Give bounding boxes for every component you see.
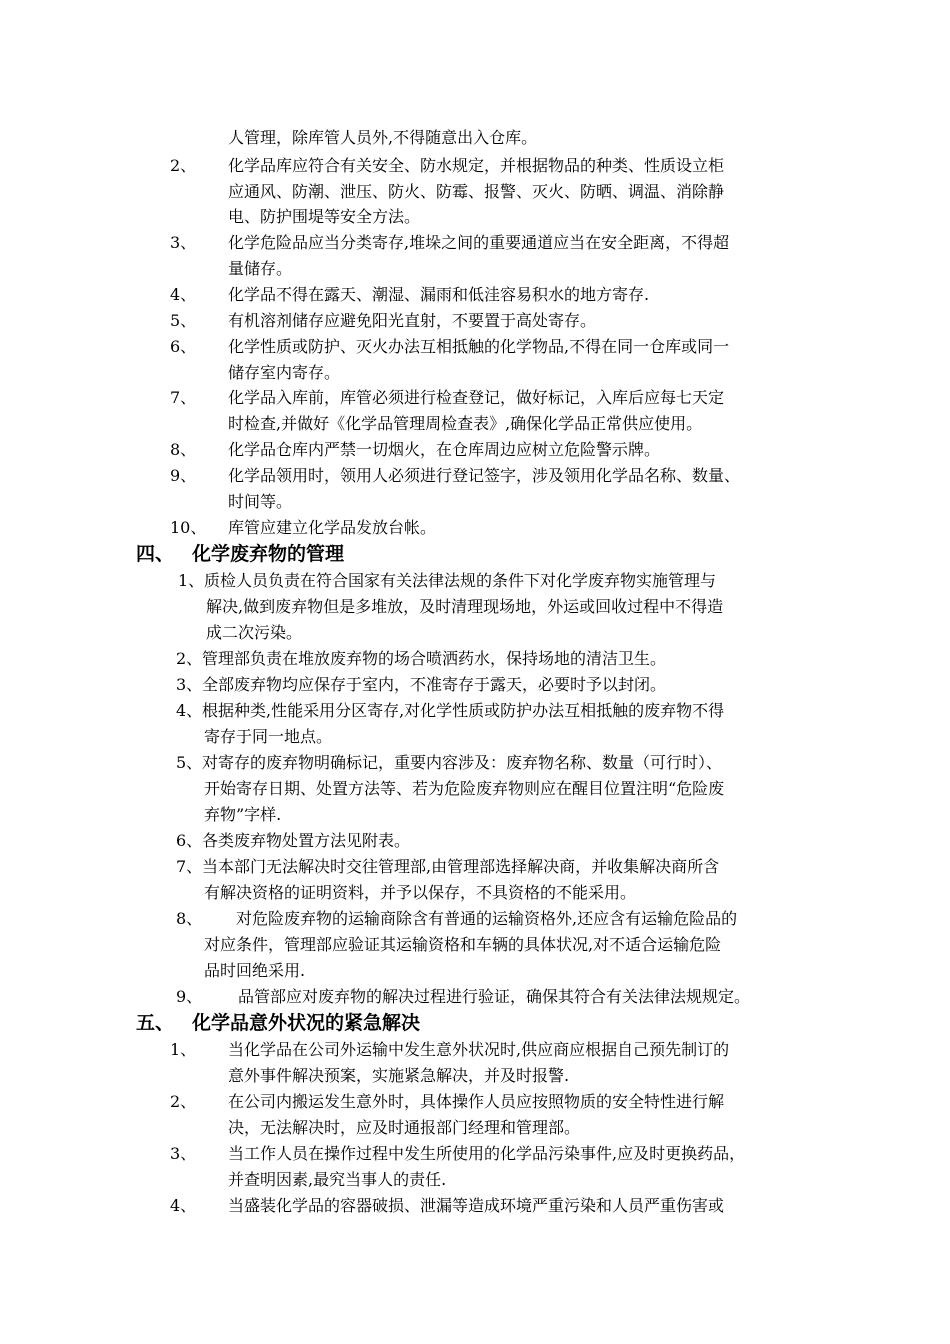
list-item-number: 4、 — [176, 701, 203, 720]
list-item-line: 对应条件，管理部应验证其运输资格和车辆的具体状况,对不适合运输危险 — [204, 935, 722, 954]
list-item-line: 库管应建立化学品发放台帐。 — [228, 518, 437, 537]
list-item-line: 应通风、防潮、泄压、防火、防霉、报警、灭火、防晒、调温、消除静 — [228, 182, 725, 201]
list-item-line: 决，无法解决时，应及时通报部门经理和管理部。 — [228, 1118, 581, 1137]
list-item-number: 3、 — [170, 1144, 197, 1163]
list-item-number: 6、 — [176, 831, 203, 850]
section-heading-title: 化学废弃物的管理 — [192, 543, 345, 565]
list-item-line: 量储存。 — [228, 259, 293, 278]
list-item-number: 8、 — [176, 909, 203, 928]
list-item-line: 当本部门无法解决时交往管理部,由管理部选择解决商，并收集解决商所含 — [202, 857, 720, 876]
list-item-line: 意外事件解决预案，实施紧急解决，并及时报警. — [228, 1066, 570, 1085]
list-item-number: 5、 — [170, 311, 197, 330]
section-heading-number: 五、 — [136, 1012, 175, 1034]
list-item-line: 当化学品在公司外运输中发生意外状况时,供应商应根据自己预先制订的 — [228, 1040, 730, 1059]
list-item-line: 时间等。 — [228, 492, 293, 511]
list-item-number: 4、 — [170, 1196, 197, 1215]
list-item-line: 成二次污染。 — [206, 623, 303, 642]
list-item-number: 3、 — [176, 675, 203, 694]
list-item-line: 化学品库应符合有关安全、防水规定，并根据物品的种类、性质设立柜 — [228, 156, 725, 175]
list-item-line: 开始寄存日期、处置方法等、若为危险废弃物则应在醒目位置注明“危险废 — [204, 779, 725, 798]
list-item-line: 对危险废弃物的运输商除含有普通的运输资格外,还应含有运输危险品的 — [236, 909, 738, 928]
list-item-line: 弃物”字样. — [204, 805, 282, 824]
list-item-line: 对寄存的废弃物明确标记，重要内容涉及：废弃物名称、数量（可行时）、 — [202, 753, 723, 772]
list-item-number: 10、 — [170, 518, 207, 537]
list-item-line: 当工作人员在操作过程中发生所使用的化学品污染事件,应及时更换药品， — [228, 1144, 746, 1163]
list-item-number: 2、 — [176, 649, 203, 668]
list-item-number: 9、 — [176, 987, 203, 1006]
list-item-number: 9、 — [170, 466, 197, 485]
list-item-line: 化学品仓库内严禁一切烟火，在仓库周边应树立危险警示牌。 — [228, 440, 661, 459]
list-item-line: 解决,做到废弃物但是多堆放，及时清理现场地，外运或回收过程中不得造 — [206, 597, 724, 616]
list-item-line: 品管部应对废弃物的解决过程进行验证，确保其符合有关法律法规规定。 — [238, 987, 751, 1006]
list-item-number: 8、 — [170, 440, 197, 459]
list-item-number: 2、 — [170, 156, 197, 175]
list-item-line: 寄存于同一地点。 — [204, 727, 333, 746]
list-item-number: 5、 — [176, 753, 203, 772]
list-item-line: 品时回绝采用. — [204, 961, 306, 980]
list-item-line: 有解决资格的证明资料，并予以保存，不具资格的不能采用。 — [204, 883, 637, 902]
list-item-number: 3、 — [170, 233, 197, 252]
list-item-line: 在公司内搬运发生意外时，具体操作人员应按照物质的安全特性进行解 — [228, 1092, 725, 1111]
list-item-line: 储存室内寄存。 — [228, 363, 341, 382]
list-item-line: 化学性质或防护、灭火办法互相抵触的化学物品,不得在同一仓库或同一 — [228, 337, 730, 356]
list-item-number: 7、 — [170, 388, 197, 407]
list-item-line: 时检查,并做好《化学品管理周检查表》,确保化学品正常供应使用。 — [228, 414, 703, 433]
list-item-number: 6、 — [170, 337, 197, 356]
list-item-line: 并查明因素,最究当事人的责任. — [228, 1170, 447, 1189]
list-item-number: 2、 — [170, 1092, 197, 1111]
list-item-line: 根据种类,性能采用分区寄存,对化学性质或防护办法互相抵触的废弃物不得 — [202, 701, 725, 720]
list-item-line: 化学品领用时，领用人必须进行登记签字，涉及领用化学品名称、数量、 — [228, 466, 741, 485]
list-item-line: 质检人员负责在符合国家有关法律法规的条件下对化学废弃物实施管理与 — [204, 571, 717, 590]
section-heading-number: 四、 — [136, 543, 175, 565]
list-item-line: 全部废弃物均应保存于室内，不准寄存于露天，必要时予以封闭。 — [202, 675, 667, 694]
section-heading-title: 化学品意外状况的紧急解决 — [192, 1012, 421, 1034]
list-item-line: 各类废弃物处置方法见附表。 — [202, 831, 411, 850]
list-item-line: 电、防护围堤等安全方法。 — [228, 207, 421, 226]
list-item-number: 1、 — [170, 1040, 197, 1059]
list-item-number: 7、 — [176, 857, 203, 876]
list-item-line: 人管理，除库管人员外,不得随意出入仓库。 — [228, 128, 538, 147]
list-item-number: 4、 — [170, 285, 197, 304]
list-item-line: 化学品不得在露天、潮湿、漏雨和低洼容易积水的地方寄存. — [228, 285, 650, 304]
list-item-line: 化学危险品应当分类寄存,堆垛之间的重要通道应当在安全距离，不得超 — [228, 233, 730, 252]
list-item-line: 管理部负责在堆放废弃物的场合喷洒药水，保持场地的清洁卫生。 — [202, 649, 667, 668]
list-item-line: 当盛装化学品的容器破损、泄漏等造成环境严重污染和人员严重伤害或 — [228, 1196, 725, 1215]
list-item-line: 化学品入库前，库管必须进行检查登记，做好标记，入库后应每七天定 — [228, 388, 725, 407]
list-item-number: 1、 — [178, 571, 205, 590]
list-item-line: 有机溶剂储存应避免阳光直射，不要置于高处寄存。 — [228, 311, 597, 330]
